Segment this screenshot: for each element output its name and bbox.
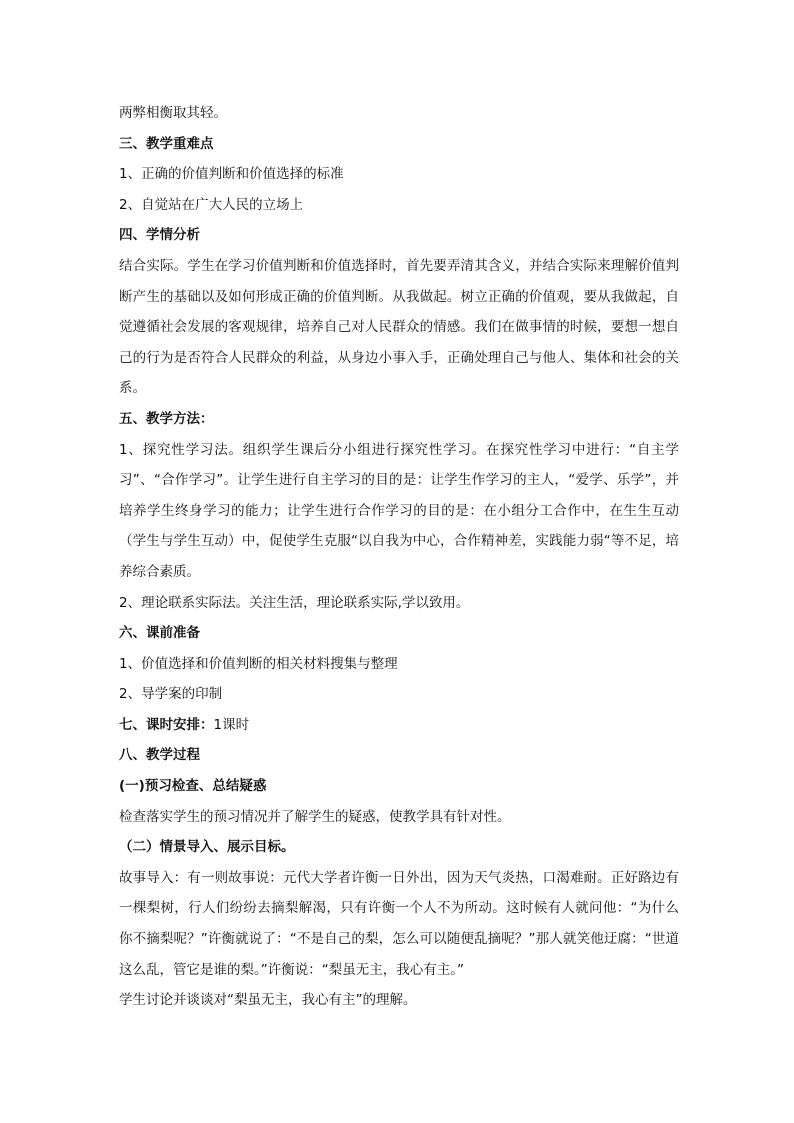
section-7-line: [119, 710, 679, 741]
section-6-heading: 六、课前准备: [119, 625, 200, 642]
section-5-item-2: 2、理论联系实际法。关注生活，理论联系实际,学以致用。: [119, 594, 470, 611]
section-4-paragraph: 结合实际。学生在学习价值判断和价值选择时，首先要弄清其含义，并结合实际来理解价值判断产生的基础以及如何形成正确的价值判断。从我做起。树立正确的价值观，要从我做起，自觉遵循社会发展的客观规律，培养自己对人民群众的情感。我们在做事情的时候，要想一想自己的行为是否符合人民群众的利益，从身边小事入手，正确处理自己与他人、集体和社会的关系。: [119, 257, 679, 397]
section-8-heading: 八、教学过程: [119, 747, 200, 764]
section-3-item-1: 1、正确的价值判断和价值选择的标准: [119, 166, 344, 183]
section-5-item-1: 1、探究性学习法。组织学生课后分小组进行探究性学习。在探究性学习中进行：“自主学习”、“合作学习”。让学生进行自主学习的目的是：让学生作学习的主人，“爱学、乐学”，并培养学生终身学习的能力；让学生进行合作学习的目的是：在小组分工合作中，在生生互动（学生与学生互动）中，促使学生克服“以自我为中心，合作精神差，实践能力弱“等不足，培养综合素质。: [119, 441, 679, 580]
document-page: [119, 98, 679, 1016]
section-6-item-2: 2、导学案的印制: [119, 686, 223, 703]
subsection-2-heading: （二）情景导入、展示目标。: [119, 839, 295, 856]
subsection-1-text: 检查落实学生的预习情况并了解学生的疑惑，使教学具有针对性。: [119, 808, 511, 825]
section-7-heading: 七、课时安排：: [119, 716, 214, 733]
section-6-item-1: 1、价值选择和价值判断的相关材料搜集与整理: [119, 655, 398, 672]
section-3-item-2: 2、自觉站在广大人民的立场上: [119, 196, 304, 213]
section-4-heading: 四、学情分析: [119, 227, 200, 244]
subsection-2-story: 故事导入：有一则故事说：元代大学者许衡一日外出，因为天气炎热，口渴难耐。正好路边有一棵梨树，行人们纷纷去摘梨解渴，只有许衡一个人不为所动。这时候有人就问他：“为什么你不摘梨呢？”许衡就说了：“不是自己的梨，怎么可以随便乱摘呢？”那人就笑他迂腐：“世道这么乱，管它是谁的梨。”许衡说：“梨虽无主，我心有主。”: [119, 869, 679, 978]
section-5-heading: 五、教学方法：: [119, 410, 214, 427]
section-7-value: 1课时: [213, 716, 250, 733]
section-3-heading: 三、教学重难点: [119, 135, 214, 152]
intro-tail-text: 两弊相衡取其轻。: [119, 105, 227, 121]
discussion-text: 学生讨论并谈谈对“梨虽无主，我心有主”的理解。: [119, 992, 417, 1009]
subsection-1-heading: (一)预习检查、总结疑惑: [119, 778, 267, 795]
